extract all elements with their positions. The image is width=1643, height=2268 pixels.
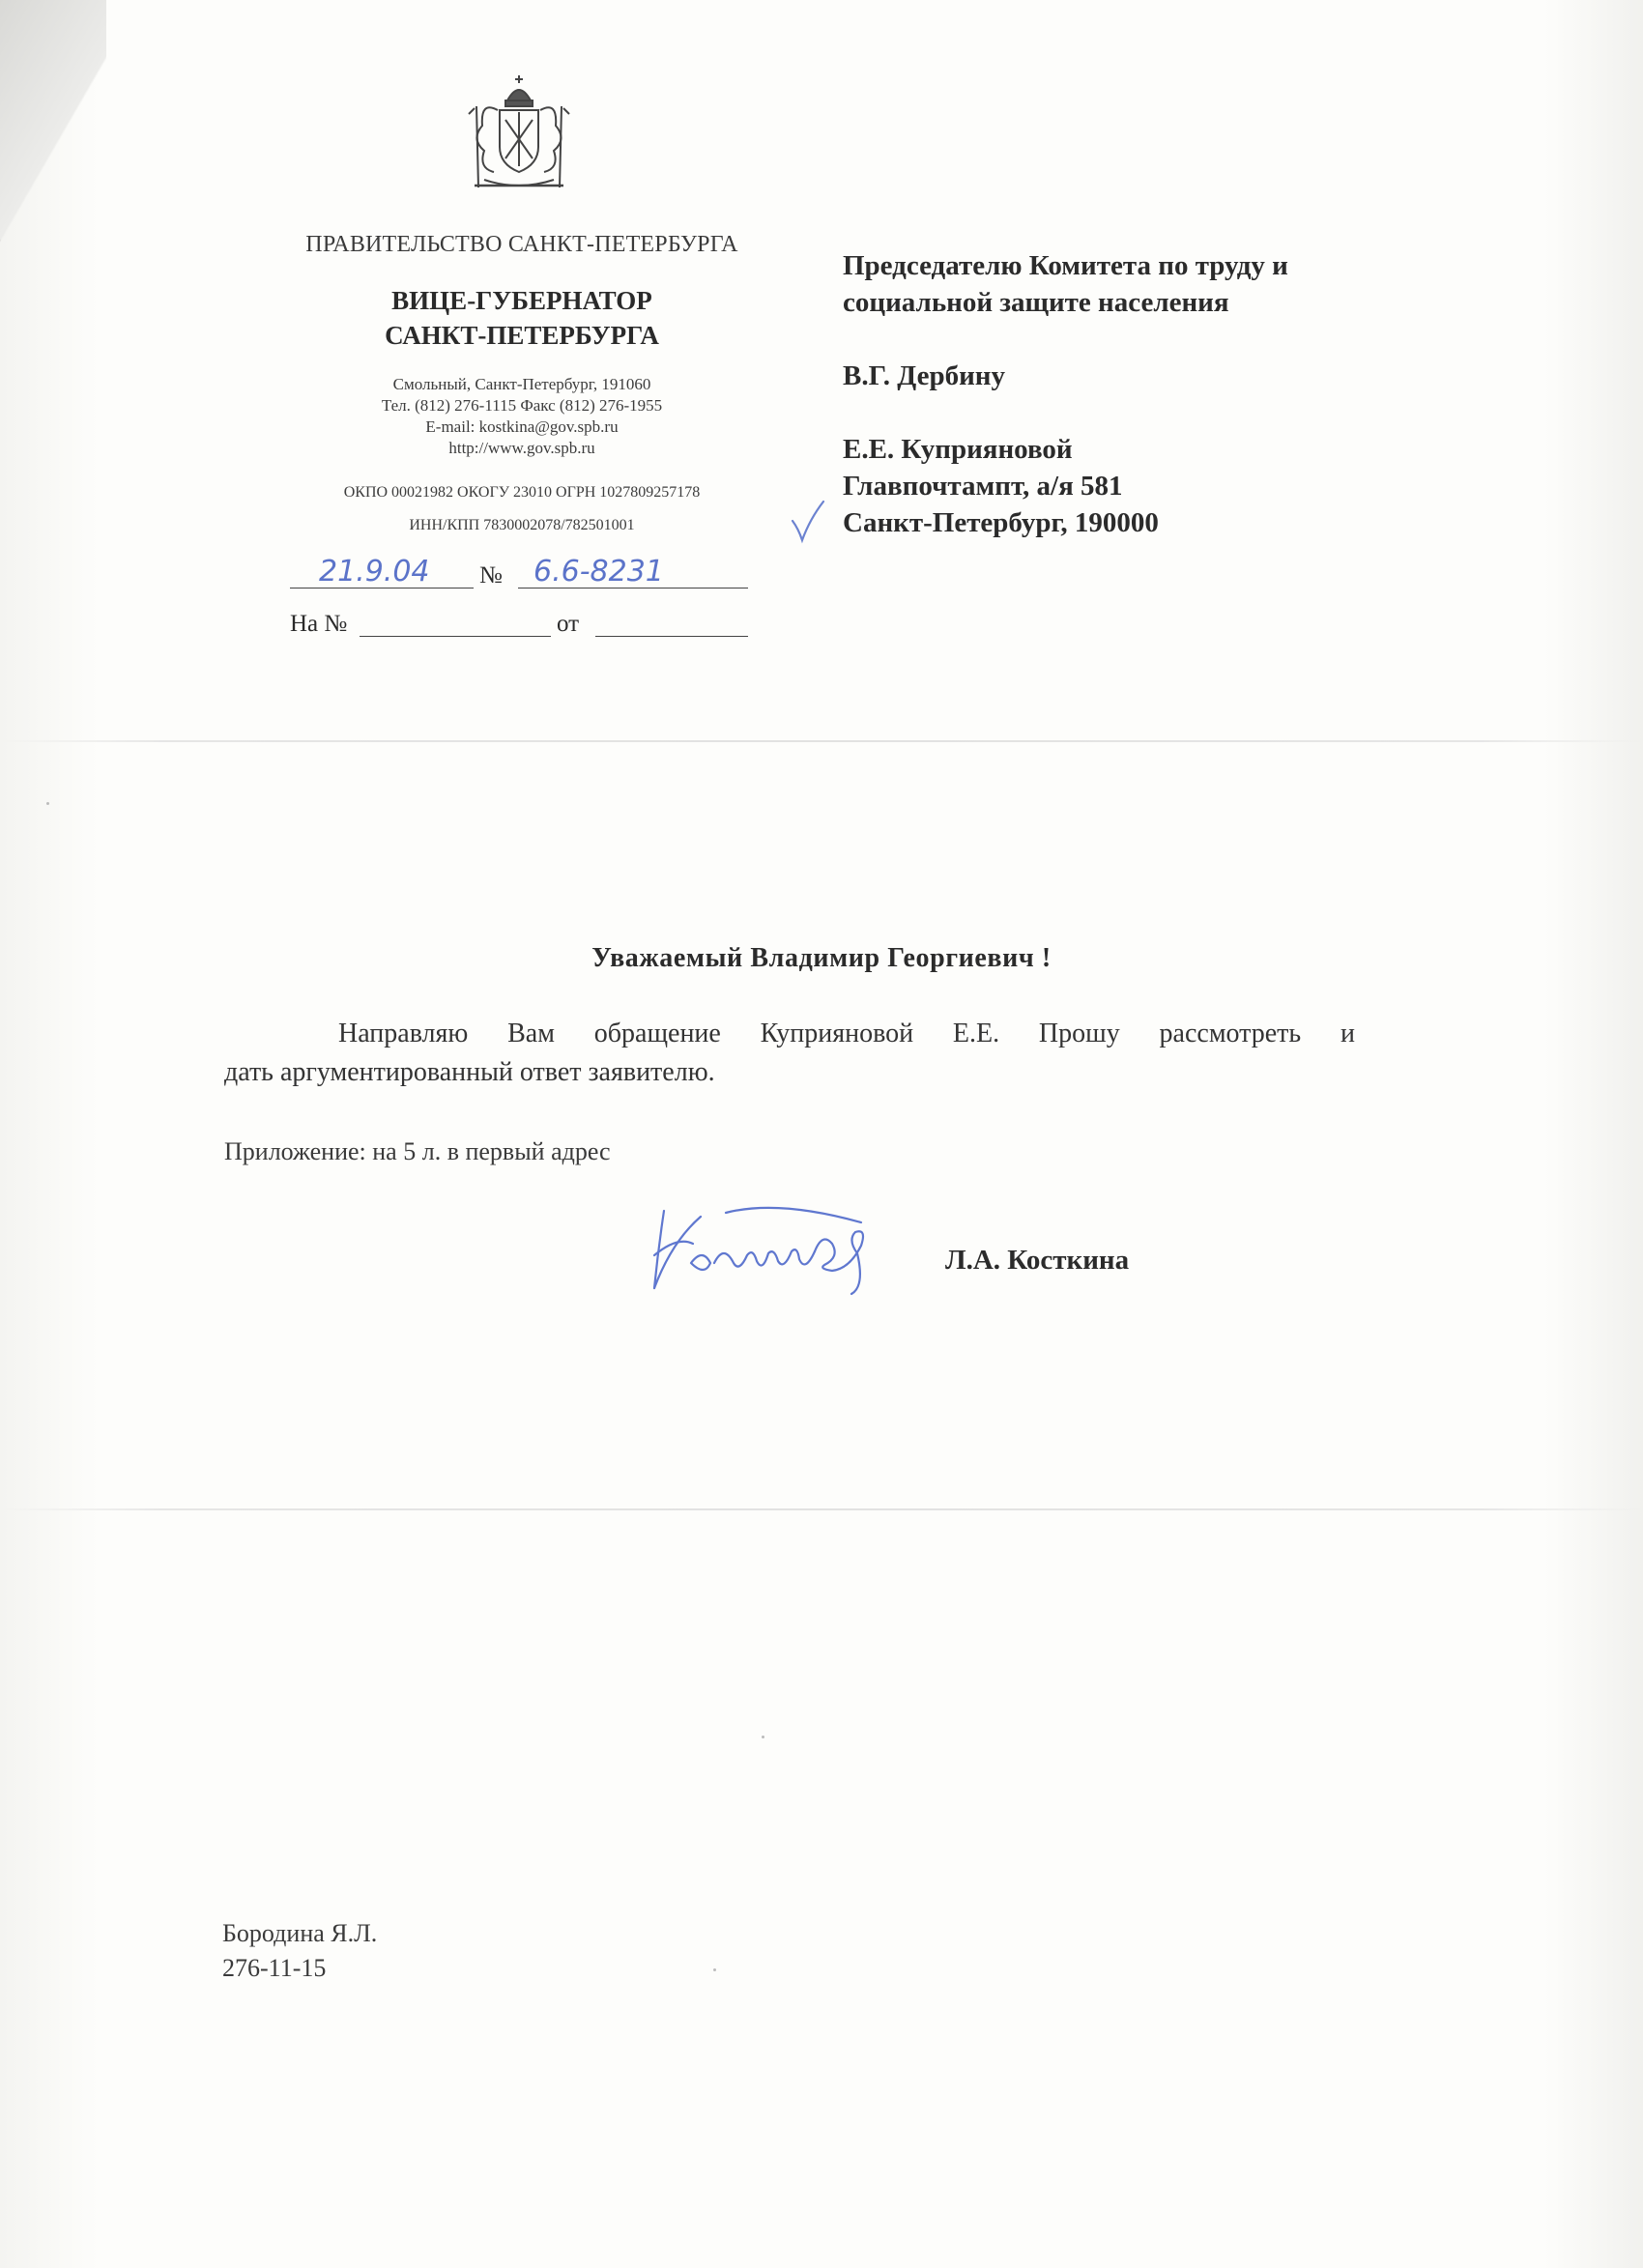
position-line-2: САНКТ-ПЕТЕРБУРГА: [385, 321, 659, 350]
phone-fax-line: Тел. (812) 276-1115 Факс (812) 276-1955: [381, 396, 663, 415]
ref-label: На №: [290, 611, 348, 637]
address-line: Смольный, Санкт-Петербург, 191060: [392, 375, 651, 393]
salutation: Уважаемый Владимир Георгиевич !: [591, 943, 1052, 973]
scan-speck: [762, 1736, 764, 1738]
body-line-1: Направляю Вам обращение Куприяновой Е.Е. Прошу рассмотреть и: [338, 1019, 1355, 1048]
fold-crease-upper: [0, 740, 1643, 742]
recipient-line-2: социальной защите населения: [843, 287, 1229, 318]
website-line: http://www.gov.spb.ru: [448, 439, 595, 457]
check-mark-icon: [791, 500, 825, 544]
folded-corner: [0, 0, 106, 251]
inn-kpp-line: ИНН/КПП 7830002078/782501001: [409, 517, 635, 533]
position-title: [280, 283, 764, 353]
registration-number: 6.6-8231: [533, 555, 664, 589]
copy-recipient-address: Главпочтампт, а/я 581: [843, 471, 1123, 502]
letterhead: [280, 232, 764, 542]
government-title: ПРАВИТЕЛЬСТВО САНКТ-ПЕТЕРБУРГА: [305, 232, 738, 257]
copy-recipient-name: Е.Е. Куприяновой: [843, 434, 1073, 465]
executor-block: [222, 1916, 377, 1986]
email-line: E-mail: kostkina@gov.spb.ru: [425, 417, 619, 436]
fold-crease-lower: [0, 1508, 1643, 1510]
coat-of-arms-icon: [461, 72, 577, 195]
scan-speck: [46, 802, 49, 805]
position-line-1: ВИЦЕ-ГУБЕРНАТОР: [391, 286, 652, 315]
copy-recipient-city: Санкт-Петербург, 190000: [843, 507, 1159, 538]
appendix-note: Приложение: на 5 л. в первый адрес: [224, 1137, 611, 1165]
registry-codes: [280, 476, 764, 542]
body-line-2: дать аргументированный ответ заявителю.: [224, 1057, 715, 1087]
codes-line: ОКПО 00021982 ОКОГУ 23010 ОГРН 1027809257178: [343, 484, 701, 501]
from-underline: [595, 636, 748, 637]
signature-icon: [633, 1193, 923, 1300]
executor-name: Бородина Я.Л.: [222, 1919, 378, 1947]
number-sign: №: [479, 562, 503, 589]
recipient-name: В.Г. Дербину: [843, 360, 1005, 391]
executor-phone: 276-11-15: [222, 1954, 327, 1982]
registration-date: 21.9.04: [319, 555, 430, 589]
ref-underline: [360, 636, 551, 637]
recipient-line-1: Председателю Комитета по труду и: [843, 250, 1288, 281]
letter-body: [224, 1015, 1355, 1092]
contact-block: [280, 374, 764, 459]
from-label: от: [557, 611, 580, 637]
signer-name: Л.А. Косткина: [945, 1245, 1130, 1276]
registration-block: [290, 555, 754, 597]
reference-block: [290, 607, 754, 646]
recipient-block: [843, 247, 1384, 541]
scan-speck: [713, 1968, 716, 1971]
